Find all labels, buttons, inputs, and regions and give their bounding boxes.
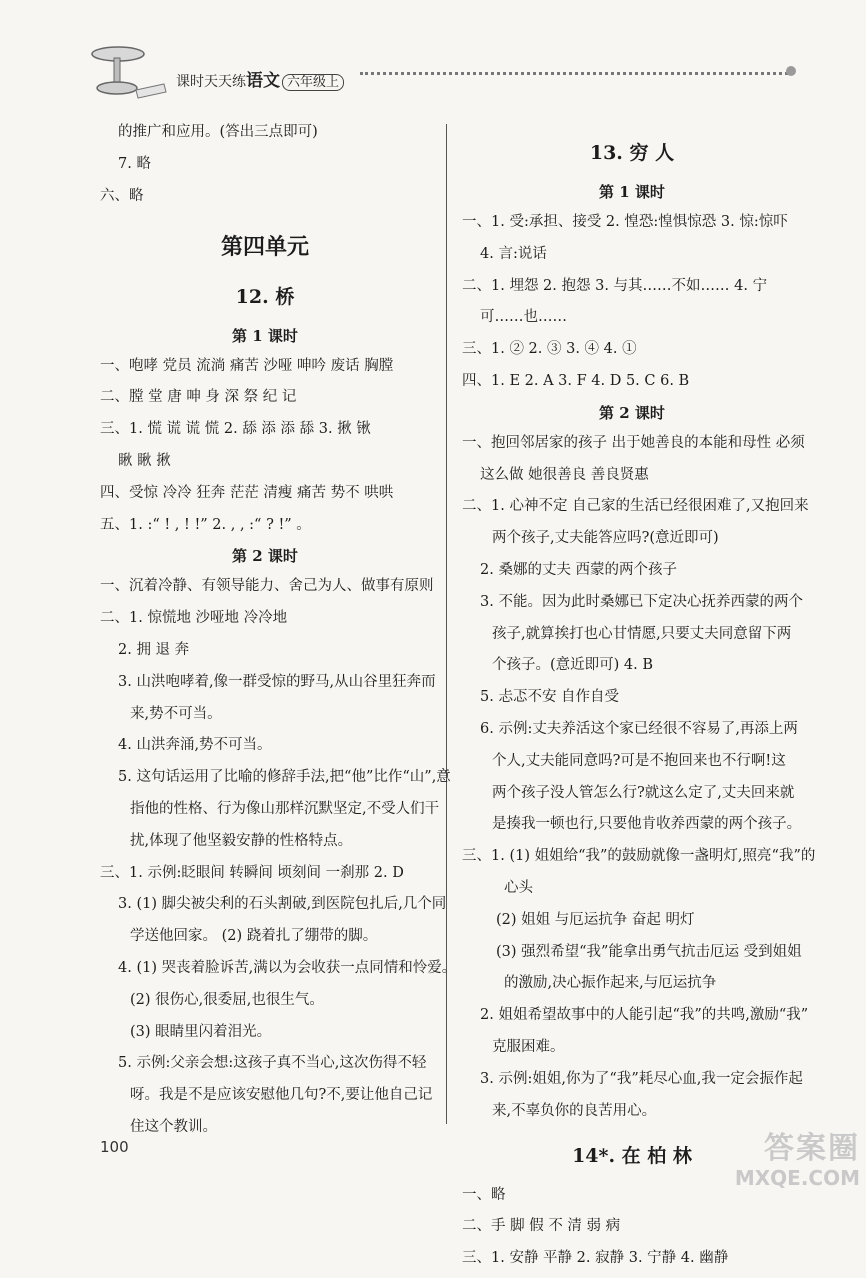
answer-line: 4. 山洪奔涌,势不可当。: [118, 737, 272, 754]
session-heading: 第 2 课时: [599, 403, 665, 422]
answer-line: 可……也……: [480, 309, 567, 326]
answer-line: 瞅 瞅 揪: [118, 452, 171, 469]
answer-line: 3. 山洪咆哮着,像一群受惊的野马,从山谷里狂奔而: [118, 673, 436, 690]
book-series: 课时天天练: [176, 74, 246, 90]
watermark-url: MXQE.COM: [734, 1166, 860, 1190]
answer-line: 6. 示例:丈夫养活这个家已经很不容易了,再添上两: [480, 720, 798, 737]
answer-line: 的激励,决心振作起来,与厄运抗争: [504, 975, 717, 992]
answer-line: (3) 眼睛里闪着泪光。: [130, 1023, 272, 1040]
answer-line: 一、略: [462, 1186, 506, 1203]
answer-line: 五、1. :“ ! , ! !” 2. , , :“ ? !” 。: [100, 516, 311, 533]
lesson-title: 12. 桥: [235, 285, 295, 308]
answer-line: 3. (1) 脚尖被尖利的石头割破,到医院包扎后,几个同: [118, 896, 447, 913]
answer-line: 两个孩子没人管怎么行?就这么定了,丈夫回来就: [492, 784, 795, 801]
answer-line: 来,势不可当。: [130, 705, 222, 722]
answer-line: 5. 这句话运用了比喻的修辞手法,把“他”比作“山”,意: [118, 769, 451, 786]
answer-line: 三、1. ② 2. ③ 3. ④ 4. ①: [462, 341, 637, 358]
page-number: 100: [100, 1138, 129, 1156]
answer-line: 3. 示例:姐姐,你为了“我”耗尽心血,我一定会振作起: [480, 1070, 803, 1087]
header-rule-end-dot: [786, 66, 796, 76]
left-column: [100, 120, 457, 1147]
answer-line: 指他的性格、行为像山那样沉默坚定,不受人们干: [130, 800, 440, 817]
answer-line: 克服困难。: [492, 1038, 565, 1055]
answer-line: 四、受惊 冷冷 狂奔 茫茫 清瘦 痛苦 势不 哄哄: [100, 484, 394, 501]
answer-line: 来,不辜负你的良苦用心。: [492, 1102, 657, 1119]
answer-line: 二、膛 堂 唐 呻 身 深 祭 纪 记: [100, 389, 297, 406]
answer-line: 两个孩子,丈夫能答应吗?(意近即可): [492, 530, 719, 547]
answer-line: 个孩子。(意近即可) 4. B: [492, 657, 654, 674]
answer-line: 扰,体现了他坚毅安静的性格特点。: [130, 832, 353, 849]
answer-line: 7. 略: [118, 155, 151, 172]
answer-line: 二、手 脚 假 不 清 弱 病: [462, 1218, 621, 1235]
answer-line: 学送他回家。 (2) 跷着扎了绷带的脚。: [130, 928, 378, 945]
lesson-title: 13. 穷 人: [589, 142, 675, 164]
answer-line: 孩子,就算挨打也心甘情愿,只要丈夫同意留下两: [492, 625, 792, 642]
answer-line: 心头: [504, 879, 533, 896]
answer-line: (3) 强烈希望“我”能拿出勇气抗击厄运 受到姐姐: [496, 943, 802, 960]
answer-line: 六、略: [100, 187, 144, 204]
answer-line: (2) 姐姐 与厄运抗争 奋起 明灯: [496, 911, 695, 928]
book-subject: 语文: [246, 71, 280, 91]
desk-lamp-icon: [88, 44, 168, 100]
answer-line: 一、沉着冷静、有领导能力、舍己为人、做事有原则: [100, 578, 434, 595]
answer-line: 三、1. 慌 谎 谎 慌 2. 舔 添 添 舔 3. 揪 锹: [100, 421, 371, 438]
answer-line: 4. (1) 哭丧着脸诉苦,满以为会收获一点同情和怜爱。: [118, 959, 457, 976]
answer-line: 一、抱回邻居家的孩子 出于她善良的本能和母性 必须: [462, 434, 805, 451]
answer-line: 二、1. 心神不定 自己家的生活已经很困难了,又抱回来: [462, 498, 809, 515]
answer-line: 三、1. 安静 平静 2. 寂静 3. 宁静 4. 幽静: [462, 1250, 729, 1267]
answer-line: 的推广和应用。(答出三点即可): [118, 124, 318, 140]
answer-line: 三、1. 示例:眨眼间 转瞬间 顷刻间 一刹那 2. D: [100, 864, 404, 881]
header-dotted-rule: [360, 72, 788, 75]
header-title: [176, 66, 344, 91]
answer-line: 这么做 她很善良 善良贤惠: [480, 466, 649, 483]
answer-line: 个人,丈夫能同意吗?可是不抱回来也不行啊!这: [492, 752, 786, 769]
session-heading: 第 2 课时: [232, 547, 298, 566]
watermark: [690, 1132, 860, 1196]
answer-line: 2. 桑娜的丈夫 西蒙的两个孩子: [480, 561, 678, 578]
lesson-title: 14*. 在 柏 林: [572, 1144, 692, 1167]
answer-line: 5. 忐忑不安 自作自受: [480, 689, 620, 706]
answer-line: 四、1. E 2. A 3. F 4. D 5. C 6. B: [462, 372, 690, 389]
answer-line: 呀。我是不是应该安慰他几句?不,要让他自己记: [130, 1087, 433, 1104]
book-grade: 六年级上: [282, 74, 344, 91]
answer-line: 三、1. (1) 姐姐给“我”的鼓励就像一盏明灯,照亮“我”的: [462, 848, 816, 865]
unit-title: 第四单元: [220, 233, 309, 260]
answer-line: 二、1. 埋怨 2. 抱怨 3. 与其……不如…… 4. 宁: [462, 277, 768, 294]
session-heading: 第 1 课时: [232, 326, 298, 345]
answer-line: 5. 示例:父亲会想:这孩子真不当心,这次伤得不轻: [118, 1055, 427, 1072]
answer-line: 4. 言:说话: [480, 245, 547, 262]
answer-line: 是揍我一顿也行,只要他肯收养西蒙的两个孩子。: [492, 816, 802, 833]
answer-line: (2) 很伤心,很委屈,也很生气。: [130, 991, 324, 1008]
page-header: [0, 0, 866, 110]
answer-line: 2. 拥 退 奔: [118, 641, 190, 658]
answer-line: 一、咆哮 党员 流淌 痛苦 沙哑 呻吟 废话 胸膛: [100, 357, 394, 374]
session-heading: 第 1 课时: [599, 183, 665, 201]
answer-line: 3. 不能。因为此时桑娜已下定决心抚养西蒙的两个: [480, 593, 803, 610]
watermark-logo-text: 答案圈: [764, 1131, 860, 1166]
answer-line: 2. 姐姐希望故事中的人能引起“我”的共鸣,激励“我”: [480, 1007, 809, 1024]
answer-line: 住这个教训。: [130, 1118, 217, 1135]
answer-line: 二、1. 惊慌地 沙哑地 冷冷地: [100, 610, 288, 627]
answer-line: 一、1. 受:承担、接受 2. 惶恐:惶惧惊恐 3. 惊:惊吓: [462, 214, 788, 230]
